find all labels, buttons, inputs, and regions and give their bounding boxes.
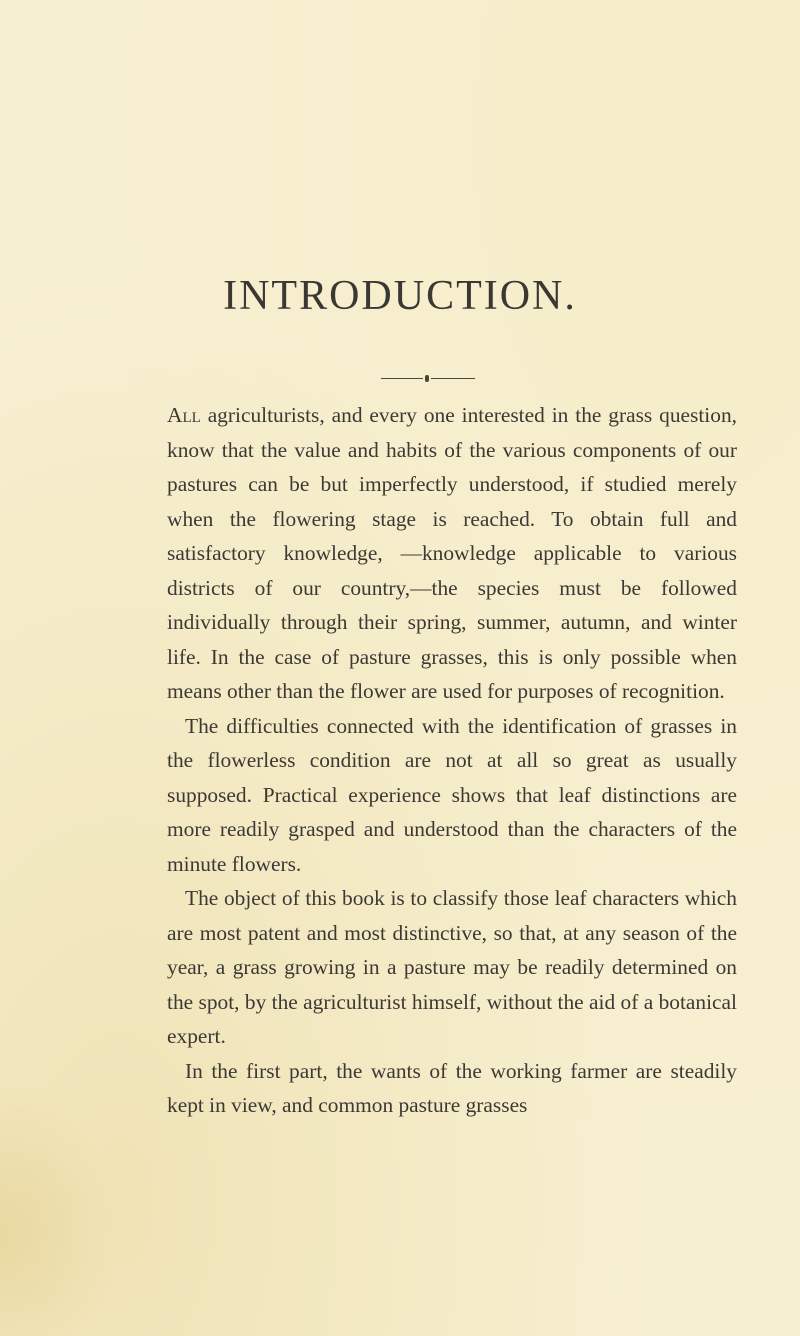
paragraph-4: In the first part, the wants of the working farmer are steadily kept in view, and common pasture grasses: [167, 1058, 737, 1117]
paragraph-1: [167, 398, 737, 709]
paragraph-1-text: agriculturists, and every one interested in the grass question, know that the value and habits of the various components of our pastures can be but imperfectly understood, if studied merely when the flowering stage is reached. To obtain full and satisfactory knowledge, —knowledge applicable to various districts of our country,—the species must be followed individually through their spring, summer, autumn, and winter life. In the case of pasture grasses, this is only possible when means other than the flower are used for purposes of recognition.: [167, 403, 737, 703]
paragraph-2: The difficulties connected with the identification of grasses in the flowerless condition are not at all so great as usually supposed. Practical experience shows that leaf distinctions are more readily grasped and understood than the characters of the minute flowers.: [167, 713, 737, 876]
paragraph-lead-word: All: [167, 403, 201, 427]
ornament-center-dot: [425, 375, 429, 382]
title-ornament-rule: [381, 375, 475, 383]
ornament-right-rule: [431, 378, 475, 379]
page-title: INTRODUCTION.: [223, 273, 577, 319]
paragraph-3: The object of this book is to classify those leaf characters which are most patent and most distinctive, so that, at any season of the year, a grass growing in a pasture may be readily determined on the spot, by the agriculturist himself, without the aid of a botanical expert.: [167, 886, 737, 1048]
paper-stain: [0, 1080, 120, 1336]
body-text: [167, 398, 737, 1123]
ornament-left-rule: [381, 378, 423, 379]
